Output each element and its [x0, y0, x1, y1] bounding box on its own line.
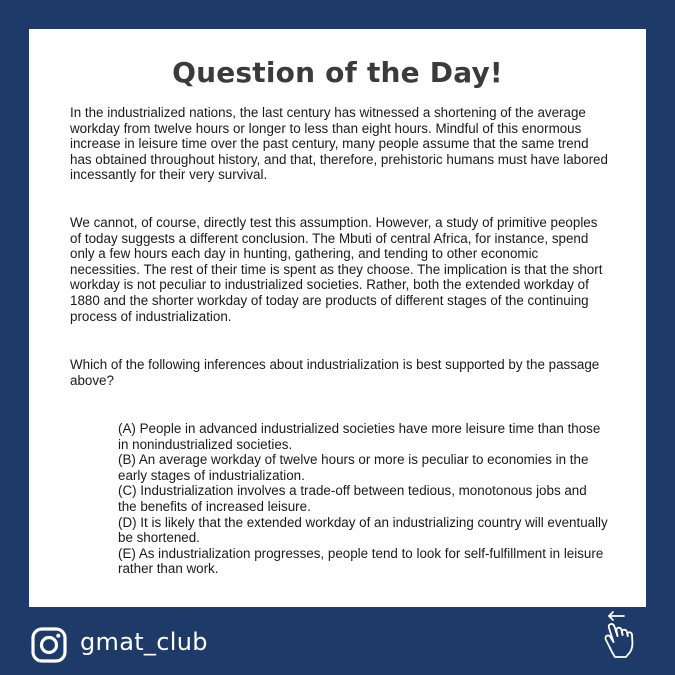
option-c[interactable]: (C) Industrialization involves a trade-off between tedious, monotonous jobs and the benefits of increased leisure.: [118, 483, 587, 514]
answer-options: [118, 421, 608, 577]
passage-paragraph-2: We cannot, of course, directly test this assumption. However, a study of primitive peoples of today suggests a different conclusion. The Mbuti of central Africa, for instance, spend only a few hours each day in hunting, gathering, and tending to other economic necessities. The rest of their time is spent as they choose. The implication is that the short workday is not peculiar to industrialized societies. Rather, both the extended workday of 1880 and the shorter workday of today are products of different stages of the continuing process of industrialization.: [70, 215, 603, 324]
option-e[interactable]: (E) As industrialization progresses, people tend to look for self-fulfillment in leisure rather than work.: [118, 545, 604, 577]
question-stem: Which of the following inferences about industrialization is best supported by the passage above?: [70, 357, 600, 388]
instagram-icon[interactable]: [30, 626, 68, 664]
passage-paragraph-1: In the industrialized nations, the last century has witnessed a shortening of the average workday from twelve hours or longer to less than eight hours. Mindful of this enormous increase in leisure time over the past century, many people assume that the same trend has obtained throughout history, and that, therefore, prehistoric humans must have labored incessantly for their very survival.: [70, 105, 608, 183]
option-d[interactable]: (D) It is likely that the extended workday of an industrializing country will eventually be shortened.: [118, 514, 608, 546]
instagram-handle[interactable]: gmat_club: [80, 628, 208, 656]
option-a[interactable]: (A) People in advanced industrialized societies have more leisure time than those in nonindustrialized societies.: [118, 421, 601, 452]
page-title: Question of the Day!: [172, 56, 503, 89]
swipe-hand-icon: [596, 610, 646, 662]
option-b[interactable]: (B) An average workday of twelve hours or more is peculiar to economies in the early stages of industrialization.: [118, 452, 589, 483]
